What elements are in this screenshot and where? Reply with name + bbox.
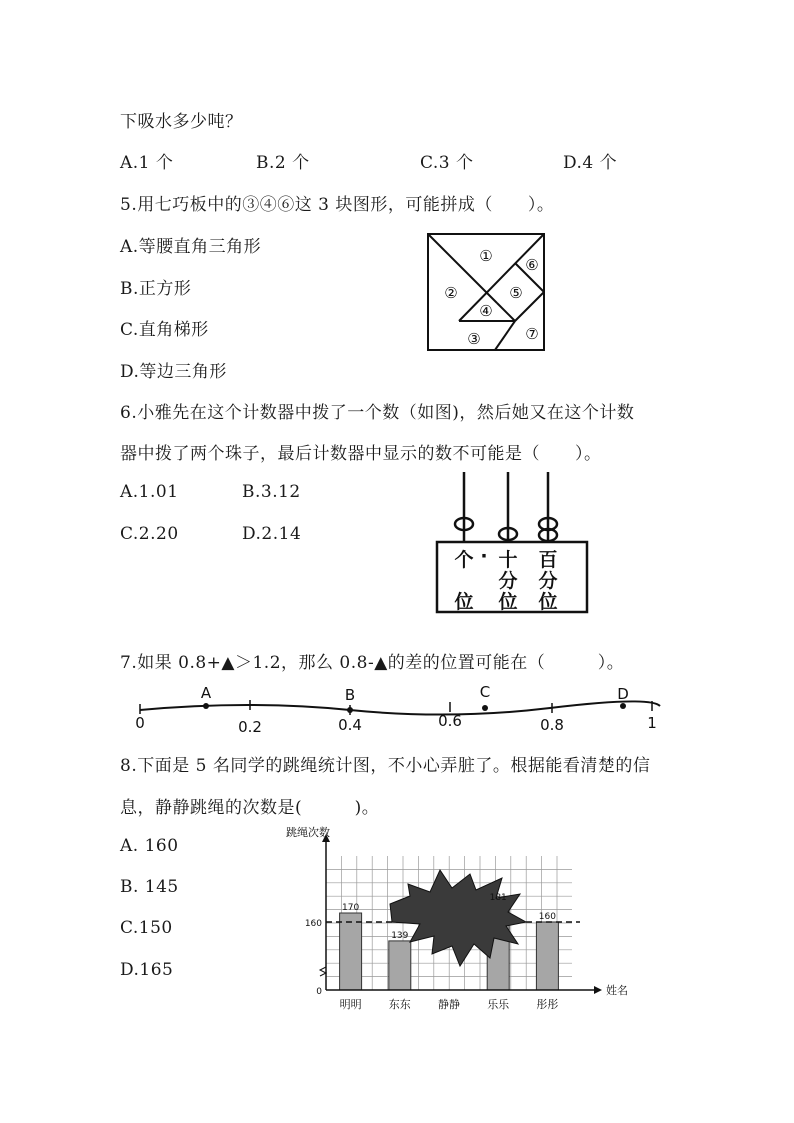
q5-option-b[interactable]: B.正方形: [120, 279, 192, 299]
point-c-label: C: [479, 686, 491, 701]
abacus-label-tenths-1: 十: [498, 549, 518, 571]
q8-option-c[interactable]: C.150: [120, 918, 173, 938]
number-line-axis: [140, 701, 660, 714]
point-a-label: A: [200, 686, 212, 702]
abacus-decimal-point: ·: [480, 545, 488, 567]
tangram-line: [497, 303, 515, 321]
q5-option-a[interactable]: A.等腰直角三角形: [120, 237, 262, 257]
point-c-dot: [482, 705, 488, 711]
bar-value-label: 181: [489, 893, 507, 904]
piece-1-label: ①: [479, 247, 493, 265]
abacus-label-hundredths-2: 分: [538, 570, 558, 592]
bar-value-label: 160: [538, 912, 556, 922]
y-axis-title: 跳绳次数: [286, 826, 330, 839]
tick-label-0-6: 0.6: [438, 712, 462, 730]
q8-option-b[interactable]: B. 145: [120, 877, 179, 897]
q5-option-d[interactable]: D.等边三角形: [120, 362, 227, 382]
bar-0: [340, 913, 362, 990]
category-label: 东东: [388, 998, 411, 1011]
category-label: 静静: [438, 998, 460, 1011]
q8-stem-line2: 息，静静跳绳的次数是( )。: [120, 798, 380, 818]
tick-label-0-2: 0.2: [238, 718, 262, 736]
point-a-dot: [203, 703, 209, 709]
piece-3-label: ③: [467, 330, 481, 348]
point-d-dot: [620, 703, 626, 709]
number-line-figure: [130, 686, 670, 736]
tangram-figure: [420, 228, 552, 356]
piece-6-label: ⑥: [525, 256, 539, 274]
piece-7-label: ⑦: [525, 325, 539, 343]
tangram-line: [495, 321, 515, 350]
y-zero-label: 0: [316, 987, 322, 997]
tick-label-0-8: 0.8: [540, 716, 564, 734]
piece-4-label: ④: [479, 302, 493, 320]
abacus-label-ones: 个: [454, 549, 474, 571]
q5-stem: 5.用七巧板中的③④⑥这 3 块图形，可能拼成（ ）。: [120, 195, 555, 215]
q6-option-a[interactable]: A.1.01: [120, 482, 179, 502]
bar-4: [536, 922, 558, 990]
abacus-label-tenths-2: 分: [498, 570, 518, 592]
bar-value-label: 139: [391, 930, 409, 941]
tick-label-1: 1: [647, 714, 657, 732]
q6-option-c[interactable]: C.2.20: [120, 524, 179, 544]
tick-label-0: 0: [135, 714, 145, 732]
abacus-label-ones-2: 位: [454, 591, 474, 613]
q8-option-a[interactable]: A. 160: [120, 836, 179, 856]
piece-5-label: ⑤: [509, 284, 523, 302]
q4-option-b[interactable]: B.2 个: [256, 153, 310, 173]
q6-option-b[interactable]: B.3.12: [242, 482, 301, 502]
piece-2-label: ②: [444, 284, 458, 302]
category-label: 明明: [339, 998, 362, 1011]
q7-stem: 7.如果 0.8+▲＞1.2，那么 0.8-▲的差的位置可能在（ ）。: [120, 653, 625, 673]
q6-stem-line2: 器中拨了两个珠子，最后计数器中显示的数不可能是（ ）。: [120, 444, 602, 464]
bar-value-label: 170: [342, 903, 360, 913]
abacus-label-hundredths-3: 位: [538, 591, 558, 613]
jump-rope-chart: [280, 826, 640, 1016]
q6-stem-line1: 6.小雅先在这个计数器中拨了一个数（如图)，然后她又在这个计数: [120, 403, 635, 423]
point-d-label: D: [617, 686, 629, 703]
abacus-label-hundredths-1: 百: [538, 549, 558, 571]
q4-option-d[interactable]: D.4 个: [563, 153, 618, 173]
x-axis-arrow: [594, 986, 602, 994]
point-b-dot: [347, 707, 353, 713]
q8-stem-line1: 8.下面是 5 名同学的跳绳统计图，不小心弄脏了。根据能看清楚的信: [120, 756, 651, 776]
q6-option-d[interactable]: D.2.14: [242, 524, 302, 544]
tick-label-0-4: 0.4: [338, 716, 362, 734]
point-b-label: B: [344, 686, 356, 704]
category-label: 乐乐: [487, 998, 510, 1011]
abacus-figure: [432, 470, 592, 616]
abacus-label-tenths-3: 位: [498, 591, 518, 613]
q5-option-c[interactable]: C.直角梯形: [120, 320, 209, 340]
category-label: 彤彤: [536, 998, 559, 1011]
axis-break-mark: [320, 967, 326, 976]
q8-option-d[interactable]: D.165: [120, 960, 174, 980]
x-axis-title: 姓名: [606, 984, 628, 997]
q4-option-a[interactable]: A.1 个: [120, 153, 174, 173]
reference-line-label: 160: [304, 919, 322, 929]
q4-tail: 下吸水多少吨？: [120, 112, 243, 132]
bar-1: [389, 941, 411, 990]
q4-option-c[interactable]: C.3 个: [420, 153, 474, 173]
